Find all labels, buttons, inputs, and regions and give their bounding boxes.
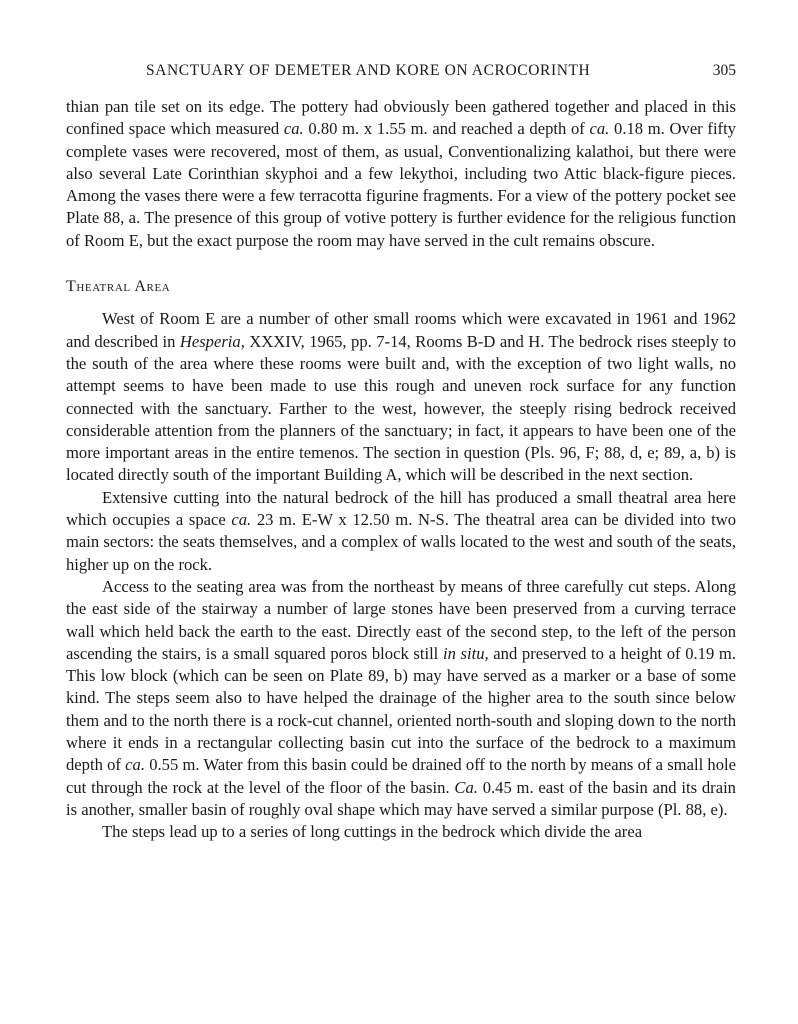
running-head <box>66 60 736 84</box>
paragraph <box>66 308 736 486</box>
text-run: XXXIV, 1965, pp. 7-14, Rooms B-D and H. The bedrock rises steeply to the south of the area where these rooms were built and, with the exception of two light walls, no attempt seems to have been made to use this rough and uneven rock surface for any function connected with the sanctuary. Farther to the west, however, the steeply rising bedrock received considerable attention from the planners of the sanctuary; in fact, it appears to have been one of the more important areas in the entire temenos. The section in question (Pls. 96, F; 88, d, e; 89, a, b) is located directly south of the important Building A, which will be described in the next section. <box>66 331 736 485</box>
text-run: West of Room E are a number of other small rooms which were excavated in 1961 and 1962 and described in <box>66 309 736 351</box>
italic-run: ca. <box>231 510 252 530</box>
text-run: 0.18 m. Over fifty complete vases were recovered, most of them, as usual, Conventionalizing kalathoi, but there were also several Late Corinthian skyphoi and a few lekythoi, including two Attic black-figure pieces. Among the vases there were a few terracotta figurine fragments. For a view of the pottery pocket see Plate 88, a. The presence of this group of votive pottery is further evidence for the religious function of Room E, but the exact purpose the room may have served in the cult remains obscure. <box>66 119 736 250</box>
text-run: Extensive cutting into the natural bedrock of the hill has produced a small theatral area here which occupies a space <box>66 487 736 530</box>
italic-run: Ca. <box>454 777 478 797</box>
text-run: and preserved to a height of 0.19 m. This low block (which can be seen on Plate 89, b) may have served as a marker or a base of some kind. The steps seem also to have helped the drainage of the higher area to the south since below them and to the north there is a rock-cut channel, oriented north-south and sloping down to the north where it ends in a rectangular collecting basin cut into the surface of the bedrock to a maximum depth of <box>66 643 736 775</box>
page <box>66 60 736 844</box>
text-run: 23 m. E-W x 12.50 m. N-S. The theatral area can be divided into two main sectors: the seats themselves, and a complex of walls located to the west and south of the seats, higher up on the rock. <box>66 510 737 574</box>
paragraph-continuation <box>66 96 736 252</box>
italic-run: ca. <box>589 119 610 139</box>
page-number: 305 <box>712 62 736 79</box>
italic-run: in situ, <box>442 643 489 663</box>
italic-run: ca. <box>283 119 304 139</box>
text-run: The steps lead up to a series of long cuttings in the bedrock which divide the area <box>102 822 643 842</box>
paragraph <box>66 487 736 576</box>
paragraph <box>66 576 736 821</box>
italic-run: ca. <box>125 755 145 775</box>
running-title: SANCTUARY OF DEMETER AND KORE ON ACROCORINTH <box>146 62 591 79</box>
text-run: 0.80 m. x 1.55 m. and reached a depth of <box>303 119 590 139</box>
text-run: 0.55 m. Water from this basin could be drained off to the north by means of a small hole cut through the rock at the level of the floor of the basin. <box>66 755 736 797</box>
paragraph <box>66 821 736 843</box>
text-run: thian pan tile set on its edge. The pottery had obviously been gathered together and placed in this confined space which measured <box>66 97 736 139</box>
italic-run: Hesperia, <box>179 331 245 351</box>
text-run: Access to the seating area was from the northeast by means of three carefully cut steps. Along the east side of the stairway a number of large stones have been preserved from a curving terrace wall which held back the earth to the east. Directly east of the second step, to the left of the person ascending the stairs, is a small squared poros block still <box>66 576 736 663</box>
section-heading: Theatral Area <box>66 278 171 296</box>
text-run: 0.45 m. east of the basin and its drain is another, smaller basin of roughly oval shape which may have served a similar purpose (Pl. 88, e). <box>66 777 736 819</box>
body-text <box>66 96 736 844</box>
